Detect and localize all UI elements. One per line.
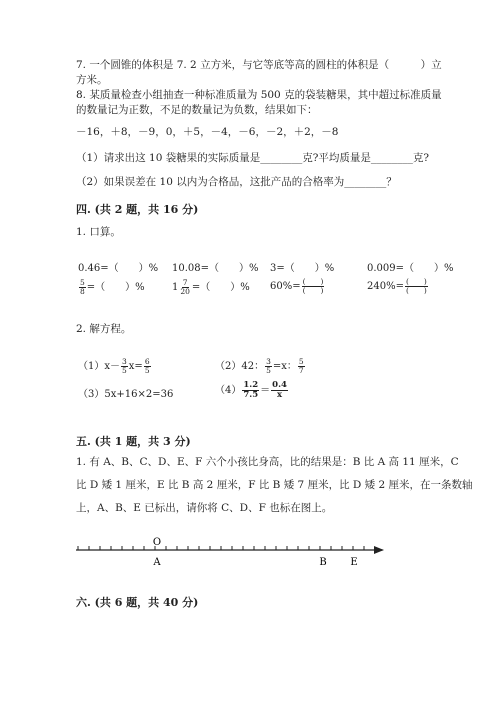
equation-2: （2）42： $\frac{3}{5}$ =x： $\frac{5}{7}$	[215, 357, 304, 375]
equation-1: （1）x－ $\frac{3}{5}$ x= $\frac{6}{5}$	[78, 357, 150, 375]
equation-3: （3）5x+16×2=36	[78, 389, 174, 400]
oral-item-7: 60%= $\frac{( )}{( )}$	[270, 277, 324, 295]
label-e: E	[350, 557, 358, 568]
arrow-right-icon	[374, 546, 384, 554]
fraction: $\frac{5}{8}$	[80, 278, 85, 296]
q8-line1: 8. 某质量检查小组抽查一种标准质量为 500 克的袋装糖果，其中超过标准质量	[76, 89, 442, 101]
oral-item-2: 10.08=（ ）%	[172, 263, 259, 274]
label-b: B	[319, 557, 327, 568]
label-origin: O	[152, 537, 162, 548]
fraction: $\frac{( )}{( )}$	[302, 277, 324, 295]
oral-item-1: 0.46=（ ）%	[78, 263, 159, 274]
fraction: $\frac{3}{5}$	[122, 357, 127, 375]
q7-line2: 方米。	[76, 74, 108, 86]
equation-4: （4） $\frac{1.2}{7.5}$ ＝ $\frac{0.4}{x}$	[215, 380, 287, 400]
oral-item-6: 1 $\frac{7}{20}$ =（ ）%	[172, 278, 250, 296]
q8-line2: 的数量记为正数，不足的数量记为负数，结果如下：	[76, 104, 318, 116]
q8-sub1: （1）请求出这 10 袋糖果的实际质量是________克?平均质量是________克?	[76, 152, 429, 164]
fraction: $\frac{6}{5}$	[144, 357, 150, 375]
oral-title: 1. 口算。	[76, 226, 121, 238]
fraction: $\frac{0.4}{x}$	[272, 380, 287, 400]
oral-item-8: 240%= $\frac{( )}{( )}$	[367, 277, 427, 295]
q5-line3: 上，A、B、E 已标出，请你将 C、D、F 也标在图上。	[76, 502, 333, 514]
section5-heading: 五. (共 1 题，共 3 分)	[76, 435, 191, 448]
equation-title: 2. 解方程。	[76, 323, 132, 335]
oral-item-4: 0.009=（ ）%	[367, 263, 454, 274]
fraction: $\frac{( )}{( )}$	[405, 277, 427, 295]
fraction: $\frac{5}{7}$	[298, 357, 304, 375]
q5-line2: 比 D 矮 1 厘米，E 比 B 高 2 厘米，F 比 B 矮 7 厘米，比 D 矮 2 厘米，在一条数轴	[76, 479, 473, 491]
oral-item-3: 3=（ ）%	[270, 263, 335, 274]
q5-line1: 1. 有 A、B、C、D、E、F 六个小孩比身高，比的结果是：B 比 A 高 11 厘米，C	[76, 456, 459, 468]
fraction: $\frac{3}{5}$	[266, 357, 271, 375]
section4-heading: 四. (共 2 题，共 16 分)	[76, 203, 199, 216]
label-a: A	[153, 557, 161, 568]
fraction: $\frac{1.2}{7.5}$	[243, 380, 259, 400]
q8-values: －16，＋8，－9，0，＋5，－4，－6，－2，＋2，－8	[76, 126, 339, 138]
q7-line1: 7. 一个圆锥的体积是 7. 2 立方米，与它等底等高的圆柱的体积是（ ）立	[76, 59, 442, 71]
fraction: $\frac{7}{20}$	[180, 278, 190, 296]
number-line	[0, 530, 500, 574]
q8-sub2: （2）如果误差在 10 以内为合格品，这批产品的合格率为________？	[76, 176, 397, 188]
oral-item-5: $\frac{5}{8}$ =（ ）%	[80, 278, 145, 296]
section6-heading: 六. (共 6 题，共 40 分)	[76, 596, 199, 609]
